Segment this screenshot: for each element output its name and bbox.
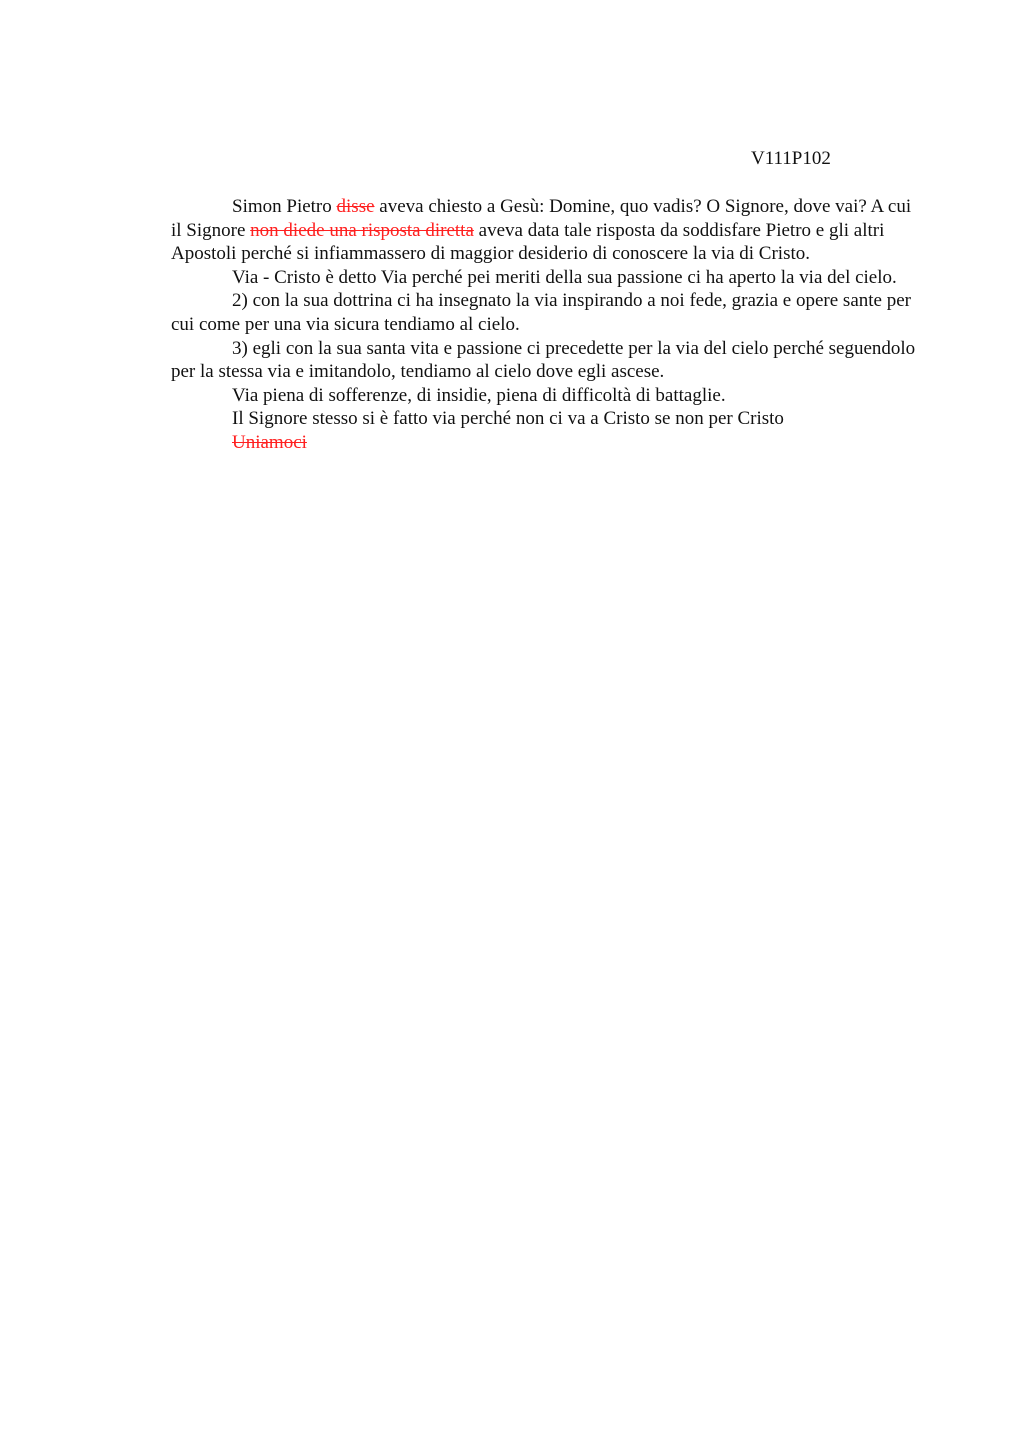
paragraph-2 [171, 266, 926, 290]
deleted-text: non diede una risposta diretta [250, 219, 474, 241]
text-segment: 3) egli con la sua santa vita e passione ci precedette per la via del cielo perché seguendolo per la stessa via e imitandolo, tendiamo al cielo dove egli ascese. [171, 337, 916, 383]
paragraph-6 [171, 407, 926, 431]
deleted-text: disse [336, 196, 375, 217]
text-segment: 2) con la sua dottrina ci ha insegnato la via inspirando a noi fede, grazia e opere sante per cui come per una via sicura tendiamo al cielo. [171, 290, 911, 335]
text-segment: aveva data tale risposta da soddisfare Pietro e gli altri Apostoli perché si infiammassero di maggior desiderio di conoscere la via di Cristo. [171, 219, 885, 265]
paragraph-7 [171, 431, 926, 455]
paragraph-4 [171, 337, 926, 384]
deleted-text: Uniamoci [232, 431, 307, 453]
page-identifier: V111P102 [751, 148, 831, 169]
paragraph-5 [171, 384, 926, 408]
text-segment: Via piena di sofferenze, di insidie, piena di difficoltà di battaglie. [232, 384, 726, 406]
text-segment: Via - Cristo è detto Via perché pei meriti della sua passione ci ha aperto la via del cielo. [232, 266, 897, 288]
paragraph-3 [171, 289, 926, 336]
text-segment: Il Signore stesso si è fatto via perché non ci va a Cristo se non per Cristo [232, 408, 784, 430]
text-segment: Simon Pietro [232, 196, 337, 217]
paragraph-1 [171, 195, 926, 266]
text-segment: aveva chiesto a Gesù: Domine, quo vadis? O Signore, dove vai? A cui il Signore [171, 196, 912, 241]
document-body [171, 195, 926, 455]
